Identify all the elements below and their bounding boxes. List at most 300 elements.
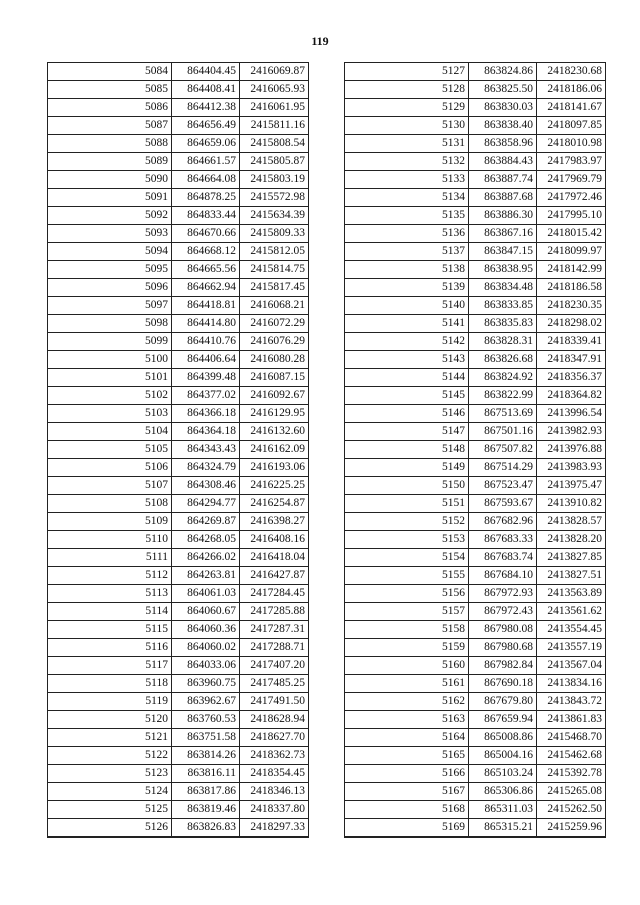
table-row	[48, 783, 309, 801]
table-row	[345, 765, 606, 783]
x-coordinate-cell: 864410.76	[172, 333, 240, 351]
x-coordinate-cell: 864061.03	[172, 585, 240, 603]
point-number-cell: 5156	[345, 585, 469, 603]
x-coordinate-cell: 864268.05	[172, 531, 240, 549]
point-number-cell: 5120	[48, 711, 172, 729]
y-coordinate-cell: 2416225.25	[240, 477, 309, 495]
table-row	[345, 117, 606, 135]
x-coordinate-cell: 863867.16	[469, 225, 537, 243]
x-coordinate-cell: 863835.83	[469, 315, 537, 333]
x-coordinate-cell: 865306.86	[469, 783, 537, 801]
table-row	[48, 333, 309, 351]
table-row	[48, 207, 309, 225]
y-coordinate-cell: 2418142.99	[537, 261, 606, 279]
y-coordinate-cell: 2418230.68	[537, 63, 606, 81]
table-row	[345, 639, 606, 657]
x-coordinate-cell: 864418.81	[172, 297, 240, 315]
x-coordinate-cell: 864656.49	[172, 117, 240, 135]
x-coordinate-cell: 864377.02	[172, 387, 240, 405]
x-coordinate-cell: 864263.81	[172, 567, 240, 585]
table-row	[345, 261, 606, 279]
point-number-cell: 5143	[345, 351, 469, 369]
x-coordinate-cell: 864294.77	[172, 495, 240, 513]
table-row	[48, 153, 309, 171]
point-number-cell: 5097	[48, 297, 172, 315]
y-coordinate-cell: 2415468.70	[537, 729, 606, 747]
y-coordinate-cell: 2416427.87	[240, 567, 309, 585]
table-row	[345, 531, 606, 549]
y-coordinate-cell: 2416065.93	[240, 81, 309, 99]
x-coordinate-cell: 864662.94	[172, 279, 240, 297]
y-coordinate-cell: 2413996.54	[537, 405, 606, 423]
x-coordinate-cell: 863819.46	[172, 801, 240, 819]
y-coordinate-cell: 2413827.51	[537, 567, 606, 585]
table-row	[345, 153, 606, 171]
x-coordinate-cell: 863838.40	[469, 117, 537, 135]
point-number-cell: 5128	[345, 81, 469, 99]
table-row	[48, 765, 309, 783]
y-coordinate-cell: 2415259.96	[537, 819, 606, 838]
x-coordinate-cell: 864399.48	[172, 369, 240, 387]
x-coordinate-cell: 863830.03	[469, 99, 537, 117]
y-coordinate-cell: 2416132.60	[240, 423, 309, 441]
x-coordinate-cell: 863828.31	[469, 333, 537, 351]
x-coordinate-cell: 864668.12	[172, 243, 240, 261]
y-coordinate-cell: 2416080.28	[240, 351, 309, 369]
table-row	[345, 225, 606, 243]
x-coordinate-cell: 864324.79	[172, 459, 240, 477]
table-row	[345, 171, 606, 189]
y-coordinate-cell: 2416069.87	[240, 63, 309, 81]
x-coordinate-cell: 867514.29	[469, 459, 537, 477]
y-coordinate-cell: 2416076.29	[240, 333, 309, 351]
x-coordinate-cell: 863962.67	[172, 693, 240, 711]
table-row	[345, 513, 606, 531]
y-coordinate-cell: 2418362.73	[240, 747, 309, 765]
table-row	[48, 315, 309, 333]
x-coordinate-cell: 867513.69	[469, 405, 537, 423]
point-number-cell: 5144	[345, 369, 469, 387]
y-coordinate-cell: 2418356.37	[537, 369, 606, 387]
point-number-cell: 5113	[48, 585, 172, 603]
table-row	[48, 585, 309, 603]
y-coordinate-cell: 2418354.45	[240, 765, 309, 783]
y-coordinate-cell: 2418186.06	[537, 81, 606, 99]
point-number-cell: 5105	[48, 441, 172, 459]
point-number-cell: 5091	[48, 189, 172, 207]
y-coordinate-cell: 2417287.31	[240, 621, 309, 639]
y-coordinate-cell: 2413975.47	[537, 477, 606, 495]
point-number-cell: 5158	[345, 621, 469, 639]
table-row	[345, 747, 606, 765]
x-coordinate-cell: 864406.64	[172, 351, 240, 369]
x-coordinate-cell: 864670.66	[172, 225, 240, 243]
table-row	[48, 189, 309, 207]
point-number-cell: 5124	[48, 783, 172, 801]
table-row	[48, 117, 309, 135]
y-coordinate-cell: 2413563.89	[537, 585, 606, 603]
x-coordinate-cell: 863886.30	[469, 207, 537, 225]
table-row	[345, 459, 606, 477]
x-coordinate-cell: 863825.50	[469, 81, 537, 99]
y-coordinate-cell: 2413861.83	[537, 711, 606, 729]
point-number-cell: 5161	[345, 675, 469, 693]
x-coordinate-cell: 864404.45	[172, 63, 240, 81]
point-number-cell: 5151	[345, 495, 469, 513]
table-row	[48, 369, 309, 387]
x-coordinate-cell: 863751.58	[172, 729, 240, 747]
table-row	[48, 225, 309, 243]
y-coordinate-cell: 2413843.72	[537, 693, 606, 711]
y-coordinate-cell: 2417995.10	[537, 207, 606, 225]
point-number-cell: 5141	[345, 315, 469, 333]
table-row	[48, 81, 309, 99]
y-coordinate-cell: 2415811.16	[240, 117, 309, 135]
point-number-cell: 5162	[345, 693, 469, 711]
point-number-cell: 5168	[345, 801, 469, 819]
table-row	[48, 729, 309, 747]
y-coordinate-cell: 2413557.19	[537, 639, 606, 657]
table-row	[345, 585, 606, 603]
y-coordinate-cell: 2416129.95	[240, 405, 309, 423]
y-coordinate-cell: 2417485.25	[240, 675, 309, 693]
x-coordinate-cell: 864412.38	[172, 99, 240, 117]
point-number-cell: 5139	[345, 279, 469, 297]
table-row	[345, 549, 606, 567]
table-row	[345, 189, 606, 207]
x-coordinate-cell: 867679.80	[469, 693, 537, 711]
x-coordinate-cell: 864308.46	[172, 477, 240, 495]
x-coordinate-cell: 864833.44	[172, 207, 240, 225]
point-number-cell: 5092	[48, 207, 172, 225]
x-coordinate-cell: 867682.96	[469, 513, 537, 531]
y-coordinate-cell: 2413982.93	[537, 423, 606, 441]
table-row	[48, 549, 309, 567]
y-coordinate-cell: 2416398.27	[240, 513, 309, 531]
y-coordinate-cell: 2418298.02	[537, 315, 606, 333]
x-coordinate-cell: 867982.84	[469, 657, 537, 675]
x-coordinate-cell: 863826.83	[172, 819, 240, 838]
x-coordinate-cell: 864665.56	[172, 261, 240, 279]
table-row	[48, 477, 309, 495]
x-coordinate-cell: 863834.48	[469, 279, 537, 297]
y-coordinate-cell: 2417288.71	[240, 639, 309, 657]
point-number-cell: 5131	[345, 135, 469, 153]
point-number-cell: 5163	[345, 711, 469, 729]
x-coordinate-cell: 867972.43	[469, 603, 537, 621]
table-row	[48, 531, 309, 549]
table-row	[345, 243, 606, 261]
point-number-cell: 5098	[48, 315, 172, 333]
point-number-cell: 5155	[345, 567, 469, 585]
x-coordinate-cell: 865103.24	[469, 765, 537, 783]
x-coordinate-cell: 867690.18	[469, 675, 537, 693]
point-number-cell: 5090	[48, 171, 172, 189]
point-number-cell: 5121	[48, 729, 172, 747]
y-coordinate-cell: 2415634.39	[240, 207, 309, 225]
y-coordinate-cell: 2415805.87	[240, 153, 309, 171]
y-coordinate-cell: 2416072.29	[240, 315, 309, 333]
point-number-cell: 5096	[48, 279, 172, 297]
y-coordinate-cell: 2417972.46	[537, 189, 606, 207]
y-coordinate-cell: 2418628.94	[240, 711, 309, 729]
y-coordinate-cell: 2418230.35	[537, 297, 606, 315]
table-body-left	[48, 63, 309, 838]
x-coordinate-cell: 865311.03	[469, 801, 537, 819]
table-row	[48, 387, 309, 405]
y-coordinate-cell: 2416193.06	[240, 459, 309, 477]
point-number-cell: 5169	[345, 819, 469, 838]
table-row	[345, 603, 606, 621]
point-number-cell: 5102	[48, 387, 172, 405]
point-number-cell: 5154	[345, 549, 469, 567]
x-coordinate-cell: 867684.10	[469, 567, 537, 585]
x-coordinate-cell: 864343.43	[172, 441, 240, 459]
table-row	[48, 441, 309, 459]
x-coordinate-cell: 864661.57	[172, 153, 240, 171]
y-coordinate-cell: 2418141.67	[537, 99, 606, 117]
x-coordinate-cell: 863824.92	[469, 369, 537, 387]
y-coordinate-cell: 2417284.45	[240, 585, 309, 603]
point-number-cell: 5111	[48, 549, 172, 567]
x-coordinate-cell: 864033.06	[172, 657, 240, 675]
x-coordinate-cell: 864408.41	[172, 81, 240, 99]
y-coordinate-cell: 2413910.82	[537, 495, 606, 513]
table-row	[345, 567, 606, 585]
table-row	[345, 279, 606, 297]
table-row	[48, 423, 309, 441]
x-coordinate-cell: 863884.43	[469, 153, 537, 171]
point-number-cell: 5152	[345, 513, 469, 531]
table-row	[345, 477, 606, 495]
y-coordinate-cell: 2413567.04	[537, 657, 606, 675]
point-number-cell: 5127	[345, 63, 469, 81]
point-number-cell: 5146	[345, 405, 469, 423]
table-row	[48, 99, 309, 117]
y-coordinate-cell: 2418099.97	[537, 243, 606, 261]
point-number-cell: 5109	[48, 513, 172, 531]
point-number-cell: 5088	[48, 135, 172, 153]
table-row	[48, 63, 309, 81]
x-coordinate-cell: 863847.15	[469, 243, 537, 261]
table-row	[48, 603, 309, 621]
x-coordinate-cell: 864664.08	[172, 171, 240, 189]
table-row	[345, 675, 606, 693]
table-row	[48, 171, 309, 189]
point-number-cell: 5099	[48, 333, 172, 351]
point-number-cell: 5129	[345, 99, 469, 117]
table-row	[48, 819, 309, 838]
table-row	[48, 693, 309, 711]
table-row	[48, 243, 309, 261]
x-coordinate-cell: 867683.33	[469, 531, 537, 549]
point-number-cell: 5130	[345, 117, 469, 135]
y-coordinate-cell: 2416087.15	[240, 369, 309, 387]
table-row	[345, 423, 606, 441]
table-row	[345, 63, 606, 81]
x-coordinate-cell: 867501.16	[469, 423, 537, 441]
table-row	[48, 657, 309, 675]
x-coordinate-cell: 863760.53	[172, 711, 240, 729]
y-coordinate-cell: 2416418.04	[240, 549, 309, 567]
point-number-cell: 5148	[345, 441, 469, 459]
point-number-cell: 5119	[48, 693, 172, 711]
table-row	[48, 459, 309, 477]
table-row	[48, 261, 309, 279]
x-coordinate-cell: 865315.21	[469, 819, 537, 838]
point-number-cell: 5132	[345, 153, 469, 171]
point-number-cell: 5140	[345, 297, 469, 315]
point-number-cell: 5089	[48, 153, 172, 171]
table-row	[48, 405, 309, 423]
y-coordinate-cell: 2413828.20	[537, 531, 606, 549]
x-coordinate-cell: 864060.02	[172, 639, 240, 657]
point-number-cell: 5110	[48, 531, 172, 549]
point-number-cell: 5093	[48, 225, 172, 243]
table-row	[48, 567, 309, 585]
point-number-cell: 5103	[48, 405, 172, 423]
point-number-cell: 5142	[345, 333, 469, 351]
point-number-cell: 5138	[345, 261, 469, 279]
point-number-cell: 5106	[48, 459, 172, 477]
x-coordinate-cell: 864659.06	[172, 135, 240, 153]
y-coordinate-cell: 2413834.16	[537, 675, 606, 693]
y-coordinate-cell: 2417285.88	[240, 603, 309, 621]
x-coordinate-cell: 865008.86	[469, 729, 537, 747]
y-coordinate-cell: 2415262.50	[537, 801, 606, 819]
x-coordinate-cell: 864060.36	[172, 621, 240, 639]
y-coordinate-cell: 2418364.82	[537, 387, 606, 405]
x-coordinate-cell: 867523.47	[469, 477, 537, 495]
x-coordinate-cell: 863833.85	[469, 297, 537, 315]
point-number-cell: 5135	[345, 207, 469, 225]
table-row	[345, 711, 606, 729]
y-coordinate-cell: 2415814.75	[240, 261, 309, 279]
table-row	[48, 279, 309, 297]
table-row	[345, 693, 606, 711]
y-coordinate-cell: 2416092.67	[240, 387, 309, 405]
y-coordinate-cell: 2413554.45	[537, 621, 606, 639]
x-coordinate-cell: 865004.16	[469, 747, 537, 765]
y-coordinate-cell: 2418015.42	[537, 225, 606, 243]
point-number-cell: 5123	[48, 765, 172, 783]
x-coordinate-cell: 864364.18	[172, 423, 240, 441]
y-coordinate-cell: 2418347.91	[537, 351, 606, 369]
y-coordinate-cell: 2415265.08	[537, 783, 606, 801]
table-row	[48, 513, 309, 531]
table-row	[345, 207, 606, 225]
table-row	[345, 729, 606, 747]
table-row	[345, 369, 606, 387]
y-coordinate-cell: 2418346.13	[240, 783, 309, 801]
y-coordinate-cell: 2413561.62	[537, 603, 606, 621]
x-coordinate-cell: 864266.02	[172, 549, 240, 567]
point-number-cell: 5153	[345, 531, 469, 549]
point-number-cell: 5137	[345, 243, 469, 261]
point-number-cell: 5084	[48, 63, 172, 81]
table-row	[345, 783, 606, 801]
point-number-cell: 5167	[345, 783, 469, 801]
table-row	[48, 801, 309, 819]
x-coordinate-cell: 863858.96	[469, 135, 537, 153]
point-number-cell: 5095	[48, 261, 172, 279]
point-number-cell: 5160	[345, 657, 469, 675]
x-coordinate-cell: 863887.74	[469, 171, 537, 189]
point-number-cell: 5150	[345, 477, 469, 495]
y-coordinate-cell: 2415812.05	[240, 243, 309, 261]
y-coordinate-cell: 2413827.85	[537, 549, 606, 567]
y-coordinate-cell: 2415817.45	[240, 279, 309, 297]
x-coordinate-cell: 864414.80	[172, 315, 240, 333]
table-body-right	[345, 63, 606, 838]
x-coordinate-cell: 867593.67	[469, 495, 537, 513]
point-number-cell: 5104	[48, 423, 172, 441]
x-coordinate-cell: 864060.67	[172, 603, 240, 621]
y-coordinate-cell: 2413828.57	[537, 513, 606, 531]
y-coordinate-cell: 2418337.80	[240, 801, 309, 819]
page-number: 119	[311, 34, 329, 48]
x-coordinate-cell: 867980.68	[469, 639, 537, 657]
y-coordinate-cell: 2417969.79	[537, 171, 606, 189]
coordinates-table-left	[47, 62, 309, 838]
table-row	[48, 747, 309, 765]
table-row	[345, 621, 606, 639]
table-row	[48, 495, 309, 513]
table-row	[345, 441, 606, 459]
point-number-cell: 5108	[48, 495, 172, 513]
table-row	[345, 99, 606, 117]
table-row	[345, 657, 606, 675]
x-coordinate-cell: 867972.93	[469, 585, 537, 603]
point-number-cell: 5165	[345, 747, 469, 765]
y-coordinate-cell: 2418339.41	[537, 333, 606, 351]
point-number-cell: 5134	[345, 189, 469, 207]
y-coordinate-cell: 2415803.19	[240, 171, 309, 189]
table-row	[345, 819, 606, 838]
x-coordinate-cell: 864269.87	[172, 513, 240, 531]
y-coordinate-cell: 2413983.93	[537, 459, 606, 477]
point-number-cell: 5094	[48, 243, 172, 261]
x-coordinate-cell: 864878.25	[172, 189, 240, 207]
point-number-cell: 5159	[345, 639, 469, 657]
y-coordinate-cell: 2418010.98	[537, 135, 606, 153]
table-row	[48, 135, 309, 153]
x-coordinate-cell: 867659.94	[469, 711, 537, 729]
table-row	[345, 495, 606, 513]
point-number-cell: 5114	[48, 603, 172, 621]
y-coordinate-cell: 2418627.70	[240, 729, 309, 747]
y-coordinate-cell: 2413976.88	[537, 441, 606, 459]
x-coordinate-cell: 863887.68	[469, 189, 537, 207]
point-number-cell: 5145	[345, 387, 469, 405]
point-number-cell: 5157	[345, 603, 469, 621]
table-row	[48, 675, 309, 693]
point-number-cell: 5107	[48, 477, 172, 495]
y-coordinate-cell: 2416254.87	[240, 495, 309, 513]
y-coordinate-cell: 2418186.58	[537, 279, 606, 297]
point-number-cell: 5118	[48, 675, 172, 693]
x-coordinate-cell: 863960.75	[172, 675, 240, 693]
table-row	[345, 315, 606, 333]
point-number-cell: 5116	[48, 639, 172, 657]
table-row	[345, 351, 606, 369]
point-number-cell: 5115	[48, 621, 172, 639]
table-row	[345, 135, 606, 153]
x-coordinate-cell: 863822.99	[469, 387, 537, 405]
y-coordinate-cell: 2418297.33	[240, 819, 309, 838]
y-coordinate-cell: 2415809.33	[240, 225, 309, 243]
point-number-cell: 5166	[345, 765, 469, 783]
